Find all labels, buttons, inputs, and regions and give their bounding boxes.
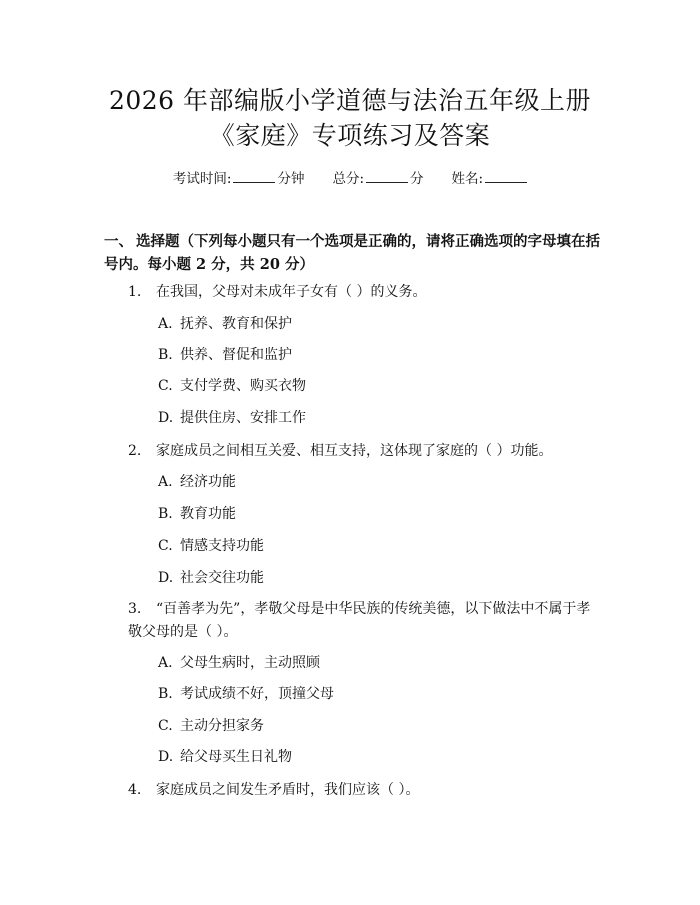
- document-title-line2: 《家庭》专项练习及答案: [209, 121, 491, 150]
- option-letter: C.: [158, 378, 173, 394]
- question-2-option-d[interactable]: [158, 568, 264, 588]
- option-letter: C.: [158, 538, 173, 554]
- exam-meta-line: [0, 168, 700, 189]
- option-text: 提供住房、安排工作: [180, 410, 306, 426]
- question-text: 家庭成员之间发生矛盾时，我们应该（ ）。: [156, 782, 420, 798]
- option-text: 经济功能: [180, 474, 236, 490]
- question-3-option-a[interactable]: [158, 653, 320, 673]
- question-3-option-b[interactable]: [158, 684, 334, 704]
- question-1-option-c[interactable]: [158, 376, 306, 396]
- option-text: 社会交往功能: [180, 570, 264, 586]
- option-text: 父母生病时，主动照顾: [180, 655, 320, 671]
- section-heading: [104, 230, 604, 276]
- question-2: [128, 440, 598, 462]
- option-text: 主动分担家务: [180, 718, 264, 734]
- option-text: 情感支持功能: [180, 538, 264, 554]
- score-unit: 分: [410, 171, 424, 187]
- time-label: 考试时间:: [172, 171, 232, 187]
- option-text: 考试成绩不好，顶撞父母: [180, 686, 334, 702]
- name-label: 姓名:: [451, 171, 484, 187]
- question-2-option-a[interactable]: [158, 472, 236, 492]
- time-unit: 分钟: [277, 171, 305, 187]
- option-letter: B.: [158, 347, 173, 363]
- document-title-line1: 2026 年部编版小学道德与法治五年级上册: [108, 86, 592, 115]
- question-4: [128, 779, 598, 801]
- option-text: 教育功能: [180, 506, 236, 522]
- question-2-option-c[interactable]: [158, 536, 264, 556]
- question-3: [128, 598, 598, 620]
- section-number: 一、: [104, 233, 133, 250]
- question-1-option-d[interactable]: [158, 408, 306, 428]
- score-blank[interactable]: [366, 168, 408, 183]
- question-2-option-b[interactable]: [158, 504, 236, 524]
- option-text: 支付学费、购买衣物: [180, 378, 306, 394]
- score-label: 总分:: [332, 171, 365, 187]
- option-letter: A.: [158, 474, 173, 490]
- option-letter: A.: [158, 655, 173, 671]
- option-text: 供养、督促和监护: [180, 347, 292, 363]
- option-text: 给父母买生日礼物: [180, 749, 292, 765]
- question-text: 在我国，父母对未成年子女有（ ）的义务。: [156, 284, 427, 300]
- question-text: 家庭成员之间相互关爱、相互支持，这体现了家庭的（ ）功能。: [156, 443, 553, 459]
- question-1-option-a[interactable]: [158, 314, 292, 334]
- option-letter: B.: [158, 506, 173, 522]
- option-letter: D.: [158, 410, 174, 426]
- section-text: 选择题（下列每小题只有一个选项是正确的，请将正确选项的字母填在括号内。每小题 2 分，共 20 分）: [104, 233, 600, 273]
- question-number: 3.: [128, 601, 142, 617]
- question-1: [128, 281, 598, 303]
- question-number: 1.: [128, 284, 142, 300]
- question-1-option-b[interactable]: [158, 345, 292, 365]
- question-number: 4.: [128, 782, 142, 798]
- option-letter: A.: [158, 316, 173, 332]
- question-text-line2: 敬父母的是（ ）。: [128, 624, 238, 640]
- option-letter: C.: [158, 718, 173, 734]
- question-number: 2.: [128, 443, 142, 459]
- time-blank[interactable]: [233, 168, 275, 183]
- question-3-continuation: [128, 621, 598, 643]
- option-text: 抚养、教育和保护: [180, 316, 292, 332]
- name-blank[interactable]: [485, 168, 527, 183]
- option-letter: D.: [158, 749, 174, 765]
- option-letter: D.: [158, 570, 174, 586]
- question-3-option-c[interactable]: [158, 716, 264, 736]
- question-3-option-d[interactable]: [158, 747, 292, 767]
- option-letter: B.: [158, 686, 173, 702]
- question-text-line1: “百善孝为先”，孝敬父母是中华民族的传统美德，以下做法中不属于孝: [156, 601, 591, 617]
